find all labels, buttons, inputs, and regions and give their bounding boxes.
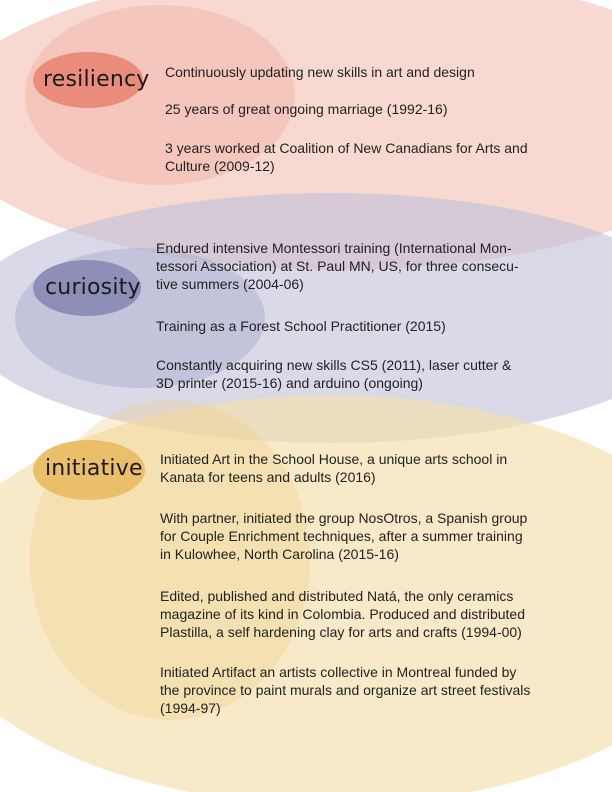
resiliency-label: resiliency xyxy=(43,67,150,92)
initiative-label: initiative xyxy=(45,456,143,481)
initiative-item-1: Initiated Art in the School House, a unique arts school in Kanata for teens and adults (2016) xyxy=(160,451,508,485)
resiliency-item-3: 3 years worked at Coalition of New Canadians for Arts and Culture (2009-12) xyxy=(165,140,528,174)
resiliency-item-2: 25 years of great ongoing marriage (1992-16) xyxy=(165,101,448,117)
curiosity-item-3: Constantly acquiring new skills CS5 (2011), laser cutter & 3D printer (2015-16) and arduino (ongoing) xyxy=(156,357,512,391)
curiosity-label: curiosity xyxy=(45,275,141,300)
curiosity-item-2: Training as a Forest School Practitioner (2015) xyxy=(156,318,446,334)
resiliency-item-1: Continuously updating new skills in art and design xyxy=(165,64,475,80)
initiative-item-3: Edited, published and distributed Natá, the only ceramics magazine of its kind in Colombia. Produced and distributed Plastilla, a self hardening clay for arts and crafts (1994-00) xyxy=(160,588,525,640)
curiosity-item-1: Endured intensive Montessori training (International Mon- tessori Association) at St. Paul MN, US, for three consecu- tive summers (2004-06) xyxy=(156,240,519,292)
initiative-item-2: With partner, initiated the group NosOtros, a Spanish group for Couple Enrichment techniques, after a summer training in Kulowhee, North Carolina (2015-16) xyxy=(160,510,528,562)
initiative-item-4: Initiated Artifact an artists collective in Montreal funded by the province to paint murals and organize art street festivals (1994-97) xyxy=(160,664,531,716)
